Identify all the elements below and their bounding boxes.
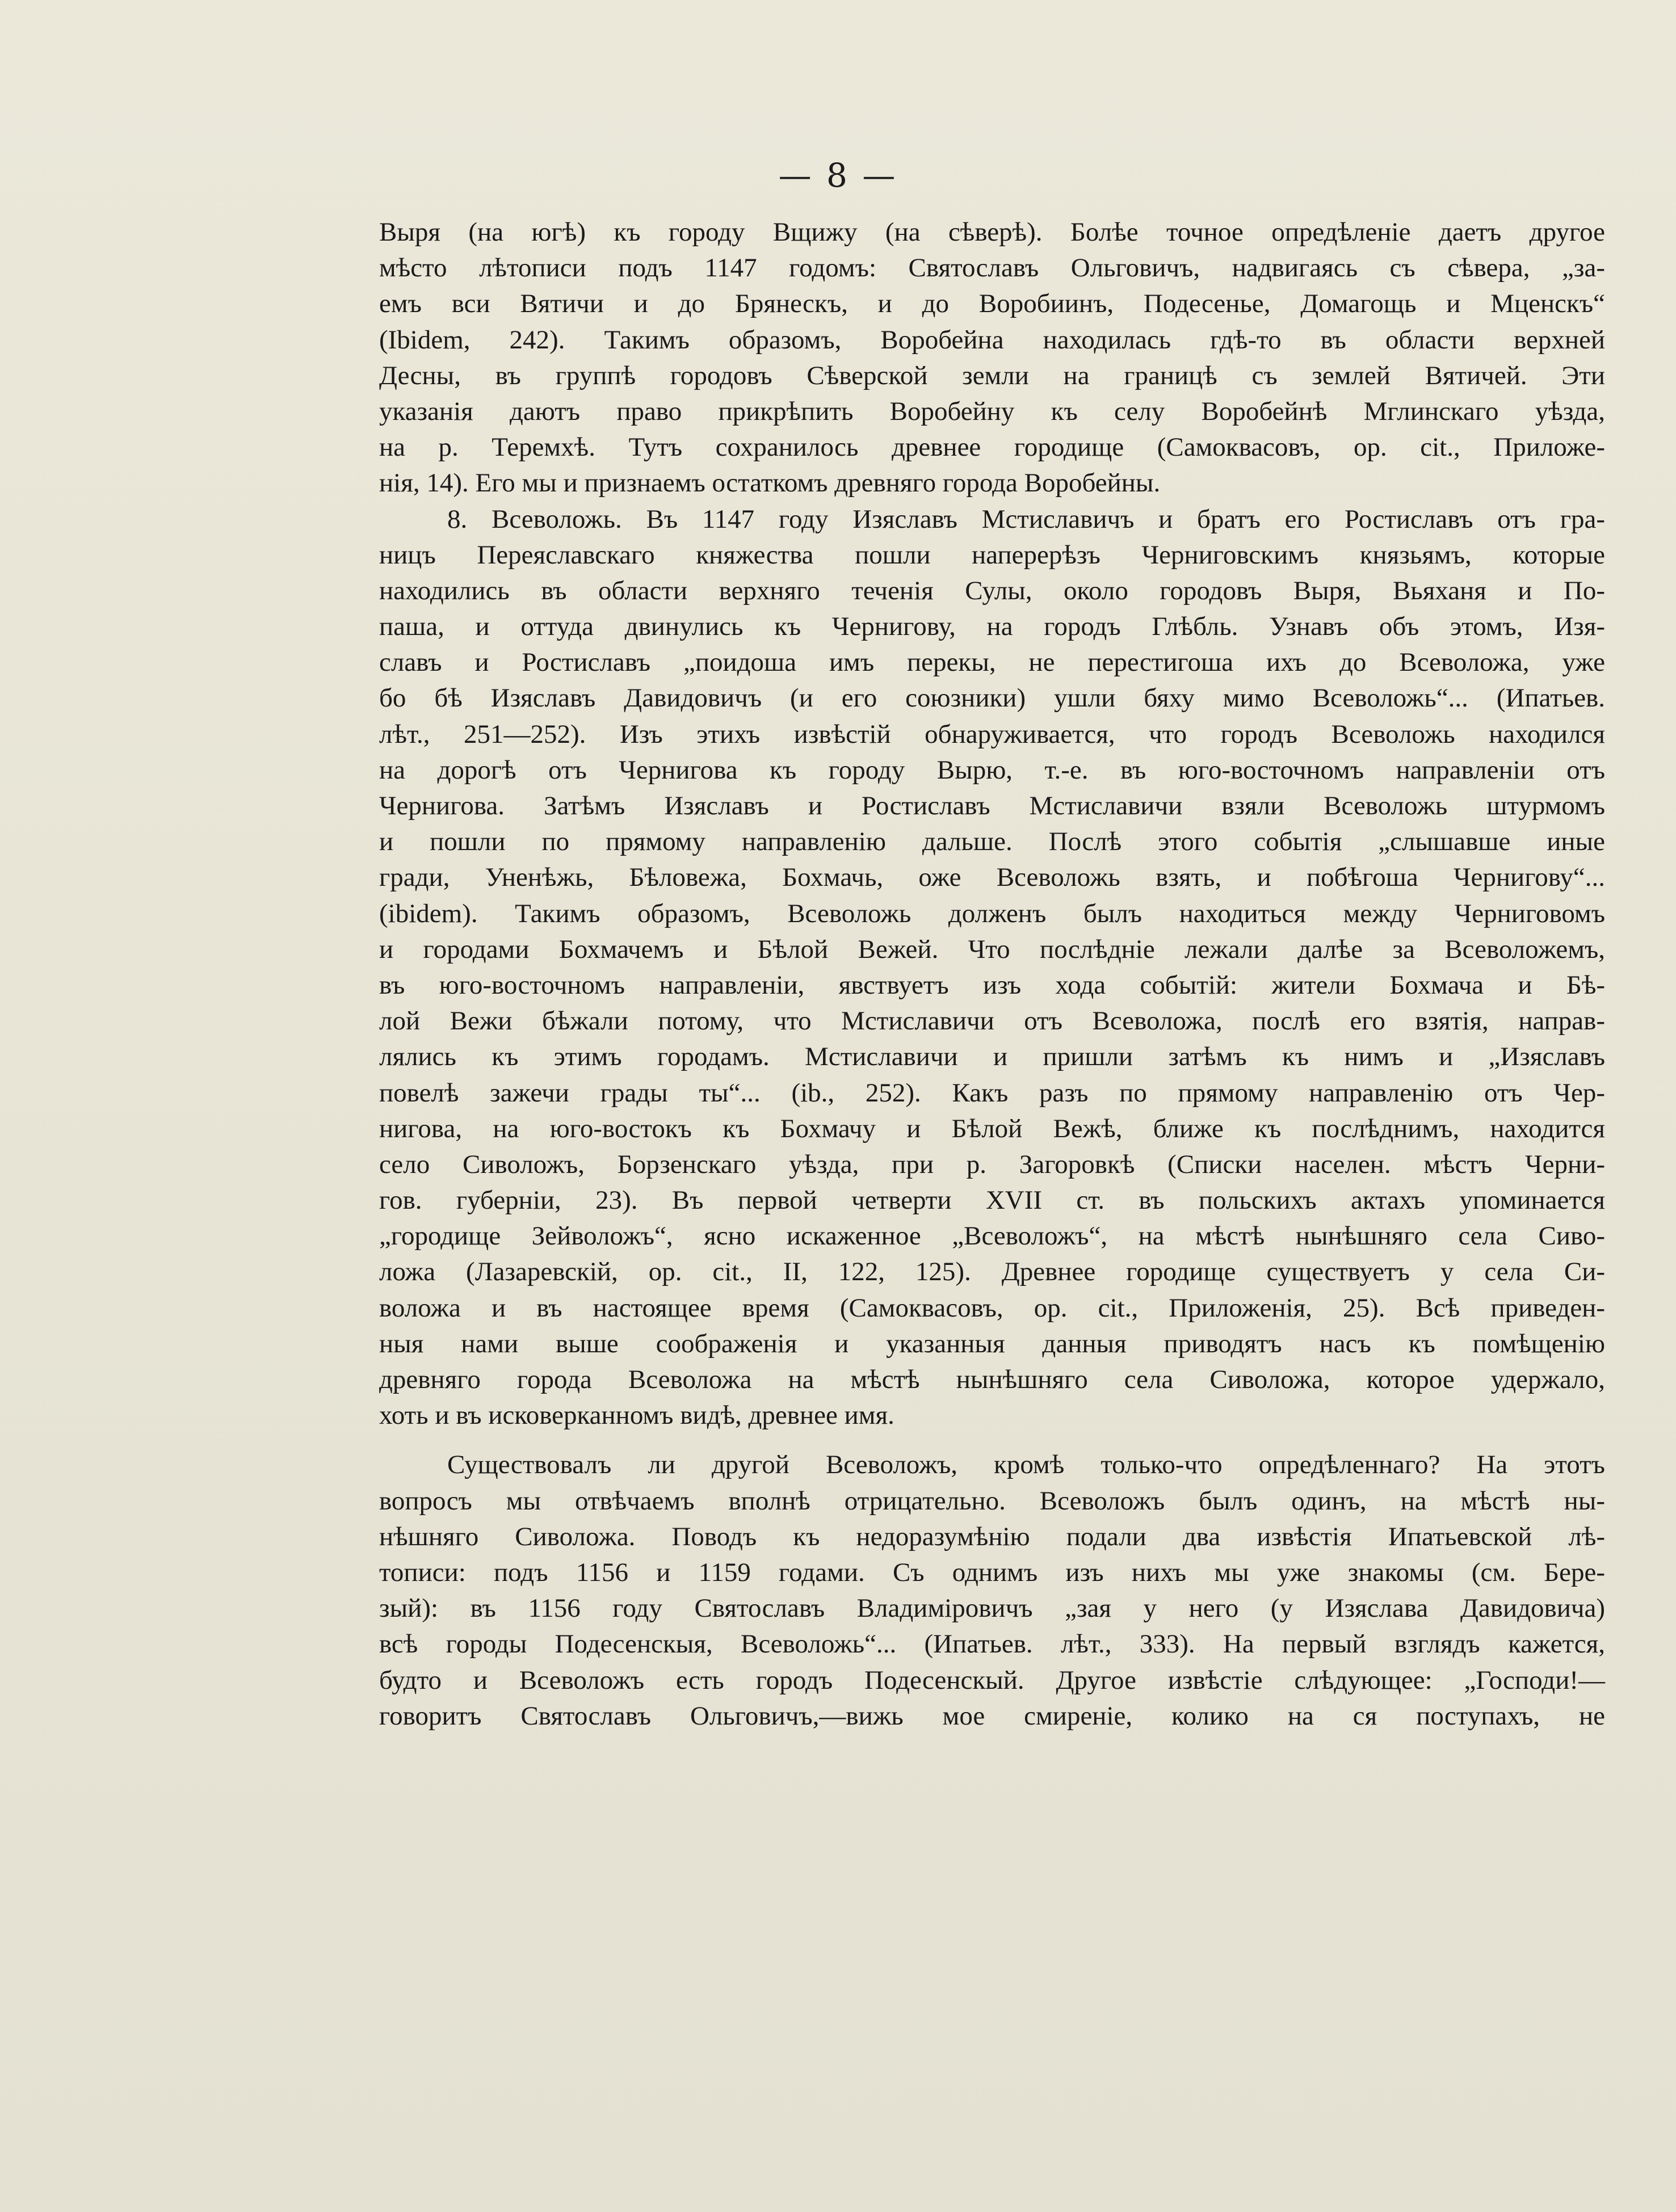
text-line: Существовалъ ли другой Всеволожъ, кромѣ только-что опредѣленнаго? На этотъ — [447, 1450, 1605, 1480]
text-line: говоритъ Святославъ Ольговичъ,—вижь мое смиреніе, колико на ся поступахъ, не — [379, 1701, 1605, 1731]
text-line: нигова, на юго-востокъ къ Бохмачу и Бѣлой Вежѣ, ближе къ послѣднимъ, находится — [379, 1113, 1605, 1143]
text-line: указанія даютъ право прикрѣпить Воробейну къ селу Воробейнѣ Мглинскаго уѣзда, — [379, 396, 1605, 426]
text-line: „городище Зейволожъ“, ясно искаженное „Всеволожъ“, на мѣстѣ нынѣшняго села Сиво- — [379, 1221, 1605, 1251]
text-line: повелѣ зажечи грады ты“... (ib., 252). Какъ разъ по прямому направленію отъ Чер- — [379, 1078, 1605, 1108]
text-line: лѣт., 251—252). Изъ этихъ извѣстій обнаруживается, что городъ Всеволожь находился — [379, 719, 1605, 749]
section-heading-line: 8. Всеволожь. Въ 1147 году Изяславъ Мстиславичъ и братъ его Ростиславъ отъ гра- — [447, 504, 1605, 534]
text-line: село Сиволожъ, Борзенскаго уѣзда, при р. Загоровкѣ (Списки населен. мѣстъ Черни- — [379, 1149, 1605, 1179]
text-line: и городами Бохмачемъ и Бѣлой Вежей. Что послѣдніе лежали далѣе за Всеволожемъ, — [379, 934, 1605, 964]
text-line: на дорогѣ отъ Чернигова къ городу Вырю, т.-е. въ юго-восточномъ направленіи отъ — [379, 755, 1605, 785]
text-line: паша, и оттуда двинулись къ Чернигову, на городъ Глѣбль. Узнавъ объ этомъ, Изя- — [379, 612, 1605, 642]
text-line: Выря (на югѣ) къ городу Вщижу (на сѣверѣ). Болѣе точное опредѣленіе даетъ другое — [379, 217, 1605, 247]
text-line: зый): въ 1156 году Святославъ Владиміровичъ „зая у него (у Изяслава Давидовича) — [379, 1593, 1605, 1624]
text-line: древняго города Всеволожа на мѣстѣ нынѣшняго села Сиволожа, которое удержало, — [379, 1365, 1605, 1394]
text-line: всѣ городы Подесенскыя, Всеволожь“... (Ипатьев. лѣт., 333). На первый взглядъ кажется, — [379, 1629, 1605, 1659]
text-line: лой Вежи бѣжали потому, что Мстиславичи отъ Всеволожа, послѣ его взятія, направ- — [379, 1006, 1605, 1036]
text-line: гов. губерніи, 23). Въ первой четверти XVII ст. въ польскихъ актахъ упоминается — [379, 1185, 1605, 1216]
text-line: емъ вси Вятичи и до Брянескъ, и до Воробиинъ, Подесенье, Домагощь и Мценскъ“ — [379, 289, 1605, 319]
text-line: находились въ области верхняго теченія Сулы, около городовъ Выря, Вьяханя и По- — [379, 575, 1605, 605]
paragraph-gap — [379, 1433, 1605, 1447]
body-text — [379, 215, 1605, 1734]
text-line: ницъ Переяславскаго княжества пошли наперерѣзъ Черниговскимъ князьямъ, которые — [379, 540, 1605, 570]
text-line: нія, 14). Его мы и признаемъ остаткомъ древняго города Воробейны. — [379, 468, 1161, 498]
text-line: нѣшняго Сиволожа. Поводъ къ недоразумѣнію подали два извѣстія Ипатьевской лѣ- — [379, 1521, 1605, 1551]
page-number: — 8 — — [778, 156, 898, 195]
text-line: на р. Теремхѣ. Тутъ сохранилось древнее городище (Самоквасовъ, op. cit., Приложе- — [379, 432, 1605, 462]
text-line: мѣсто лѣтописи подъ 1147 годомъ: Святославъ Ольговичъ, надвигаясь съ сѣвера, „за- — [379, 253, 1605, 283]
text-line: (Ibidem, 242). Такимъ образомъ, Воробейна находилась гдѣ-то въ области верхней — [379, 325, 1605, 355]
text-line: ложа (Лазаревскій, op. cit., II, 122, 125). Древнее городище существуетъ у села Си- — [379, 1257, 1605, 1287]
text-line: ныя нами выше соображенія и указанныя данныя приводятъ насъ къ помѣщенію — [379, 1328, 1605, 1359]
text-line: тописи: подъ 1156 и 1159 годами. Съ однимъ изъ нихъ мы уже знакомы (см. Бере- — [379, 1557, 1605, 1587]
text-line: (ibidem). Такимъ образомъ, Всеволожь долженъ былъ находиться между Черниговомъ — [379, 898, 1605, 928]
text-line: хоть и въ исковерканномъ видѣ, древнее имя. — [379, 1401, 894, 1431]
text-line: бо бѣ Изяславъ Давидовичъ (и его союзники) ушли бяху мимо Всеволожь“... (Ипатьев. — [379, 683, 1605, 713]
text-line: гради, Уненѣжь, Бѣловежа, Бохмачь, оже Всеволожь взять, и побѣгоша Чернигову“... — [379, 863, 1605, 893]
text-line: вопросъ мы отвѣчаемъ вполнѣ отрицательно. Всеволожъ былъ одинъ, на мѣстѣ ны- — [379, 1486, 1605, 1516]
text-line: славъ и Ростиславъ „поидоша имъ перекы, не перестигоша ихъ до Всеволожа, уже — [379, 647, 1605, 678]
text-line: и пошли по прямому направленію дальше. Послѣ этого событія „слышавше иные — [379, 827, 1605, 857]
text-line: будто и Всеволожъ есть городъ Подесенскый. Другое извѣстіе слѣдующее: „Господи!— — [379, 1665, 1605, 1695]
text-line: лялись къ этимъ городамъ. Мстиславичи и пришли затѣмъ къ нимъ и „Изяславъ — [379, 1042, 1605, 1072]
text-line: Десны, въ группѣ городовъ Сѣверской земли на границѣ съ землей Вятичей. Эти — [379, 360, 1605, 390]
text-line: въ юго-восточномъ направленіи, явствуетъ изъ хода событій: жители Бохмача и Бѣ- — [379, 970, 1605, 1000]
text-line: воложа и въ настоящее время (Самоквасовъ, op. cit., Приложенія, 25). Всѣ приведен- — [379, 1293, 1605, 1323]
text-line: Чернигова. Затѣмъ Изяславъ и Ростиславъ Мстиславичи взяли Всеволожь штурмомъ — [379, 791, 1605, 821]
